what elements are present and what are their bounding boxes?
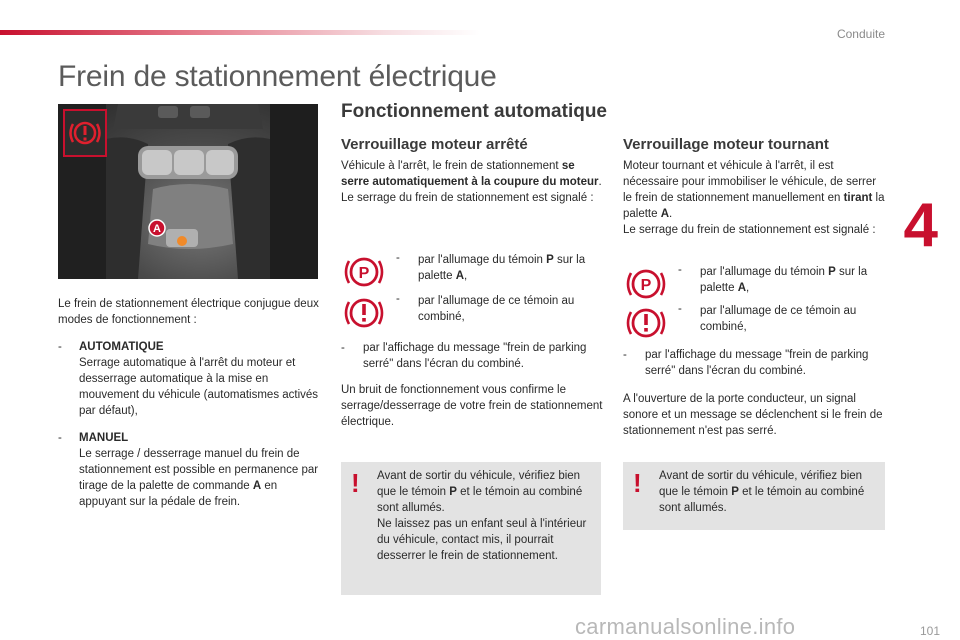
dash-marker: -	[678, 303, 682, 315]
page-title: Frein de stationnement électrique	[58, 60, 497, 93]
col2-icon-row-warning	[623, 303, 885, 347]
col2-note-text: Avant de sortir du véhicule, vérifiez bien que le témoin P et le témoin au combiné sont allumés.	[659, 470, 865, 514]
page-number: 101	[919, 624, 940, 638]
dash-marker: -	[396, 293, 400, 305]
header-accent-bar	[0, 30, 480, 35]
console-photo	[58, 104, 318, 279]
dash-marker: -	[58, 341, 62, 353]
manual-mode-title: MANUEL	[79, 432, 129, 444]
dash-marker: -	[58, 432, 62, 444]
watermark: carmanualsonline.info	[575, 614, 796, 639]
manual-mode-item	[58, 430, 320, 510]
col2-paragraph-2: A l'ouverture de la porte conducteur, un signal sonore et un message se déclenchent si le frein de stationnement n'est pas serré.	[623, 393, 883, 437]
col1-note-text: Avant de sortir du véhicule, vérifiez bien que le témoin P et le témoin au combiné sont allumés. Ne laissez pas un enfant seul à l'intérieur du véhicule, contact mis, il pourrait desserrer le frein de stationnement.	[377, 470, 587, 562]
svg-text:A: A	[153, 223, 161, 235]
col1-icon-row-p	[341, 252, 603, 296]
col1-heading: Verrouillage moteur arrêté	[341, 136, 528, 153]
col2-icon2-text: par l'allumage de ce témoin au combiné,	[700, 305, 857, 333]
brake-warning-icon	[341, 293, 387, 333]
col1-warning-note	[341, 462, 601, 595]
section-label: Conduite	[836, 27, 885, 41]
parking-p-icon	[623, 264, 669, 304]
automatic-mode-title: AUTOMATIQUE	[79, 341, 164, 353]
manual-mode-text: Le serrage / desserrage manuel du frein de stationnement est possible en permanence par tirage de la palette de commande A en appuyant sur la pédale de frein.	[79, 448, 319, 508]
dash-marker: -	[678, 264, 682, 276]
dash-marker: -	[341, 342, 345, 354]
col1-icon-row-warning	[341, 293, 603, 337]
svg-text:P: P	[358, 265, 370, 282]
exclamation-icon: !	[633, 468, 642, 498]
label-a-icon	[148, 219, 166, 237]
chapter-number: 4	[903, 191, 938, 260]
col1-icon1-text: par l'allumage du témoin P sur la palette A,	[418, 254, 586, 282]
col2-icon1-text: par l'allumage du témoin P sur la palette A,	[700, 266, 868, 294]
col1-icon2-text: par l'allumage de ce témoin au combiné,	[418, 295, 575, 323]
automatic-mode-text: Serrage automatique à l'arrêt du moteur et desserrage automatique à la mise en mouvement du véhicule (automatismes activés par défaut),	[79, 357, 319, 417]
brake-warning-icon	[63, 109, 107, 157]
dash-marker: -	[396, 252, 400, 264]
col1-paragraph-1: Véhicule à l'arrêt, le frein de stationnement se serre automatiquement à la coupure du moteur. Le serrage du frein de stationnement est signalé :	[341, 160, 602, 204]
col1-paragraph-2: Un bruit de fonctionnement vous confirme le serrage/desserrage de votre frein de stationnement électrique.	[341, 384, 603, 428]
dash-marker: -	[623, 349, 627, 361]
col2-heading: Verrouillage moteur tournant	[623, 136, 829, 153]
automatic-mode-item	[58, 339, 320, 419]
svg-text:P: P	[640, 277, 652, 294]
main-heading: Fonctionnement automatique	[341, 101, 607, 122]
col2-warning-note	[623, 462, 885, 530]
intro-text: Le frein de stationnement électrique conjugue deux modes de fonctionnement :	[58, 298, 319, 326]
exclamation-icon: !	[351, 468, 360, 498]
brake-warning-icon	[623, 303, 669, 343]
col2-paragraph-1: Moteur tournant et véhicule à l'arrêt, il est nécessaire pour immobiliser le véhicule, de serrer le frein de stationnement manuellement en tirant la palette A. Le serrage du frein de stationnement est signalé :	[623, 160, 885, 236]
parking-p-icon	[341, 252, 387, 292]
col2-icon-row-p	[623, 264, 885, 308]
